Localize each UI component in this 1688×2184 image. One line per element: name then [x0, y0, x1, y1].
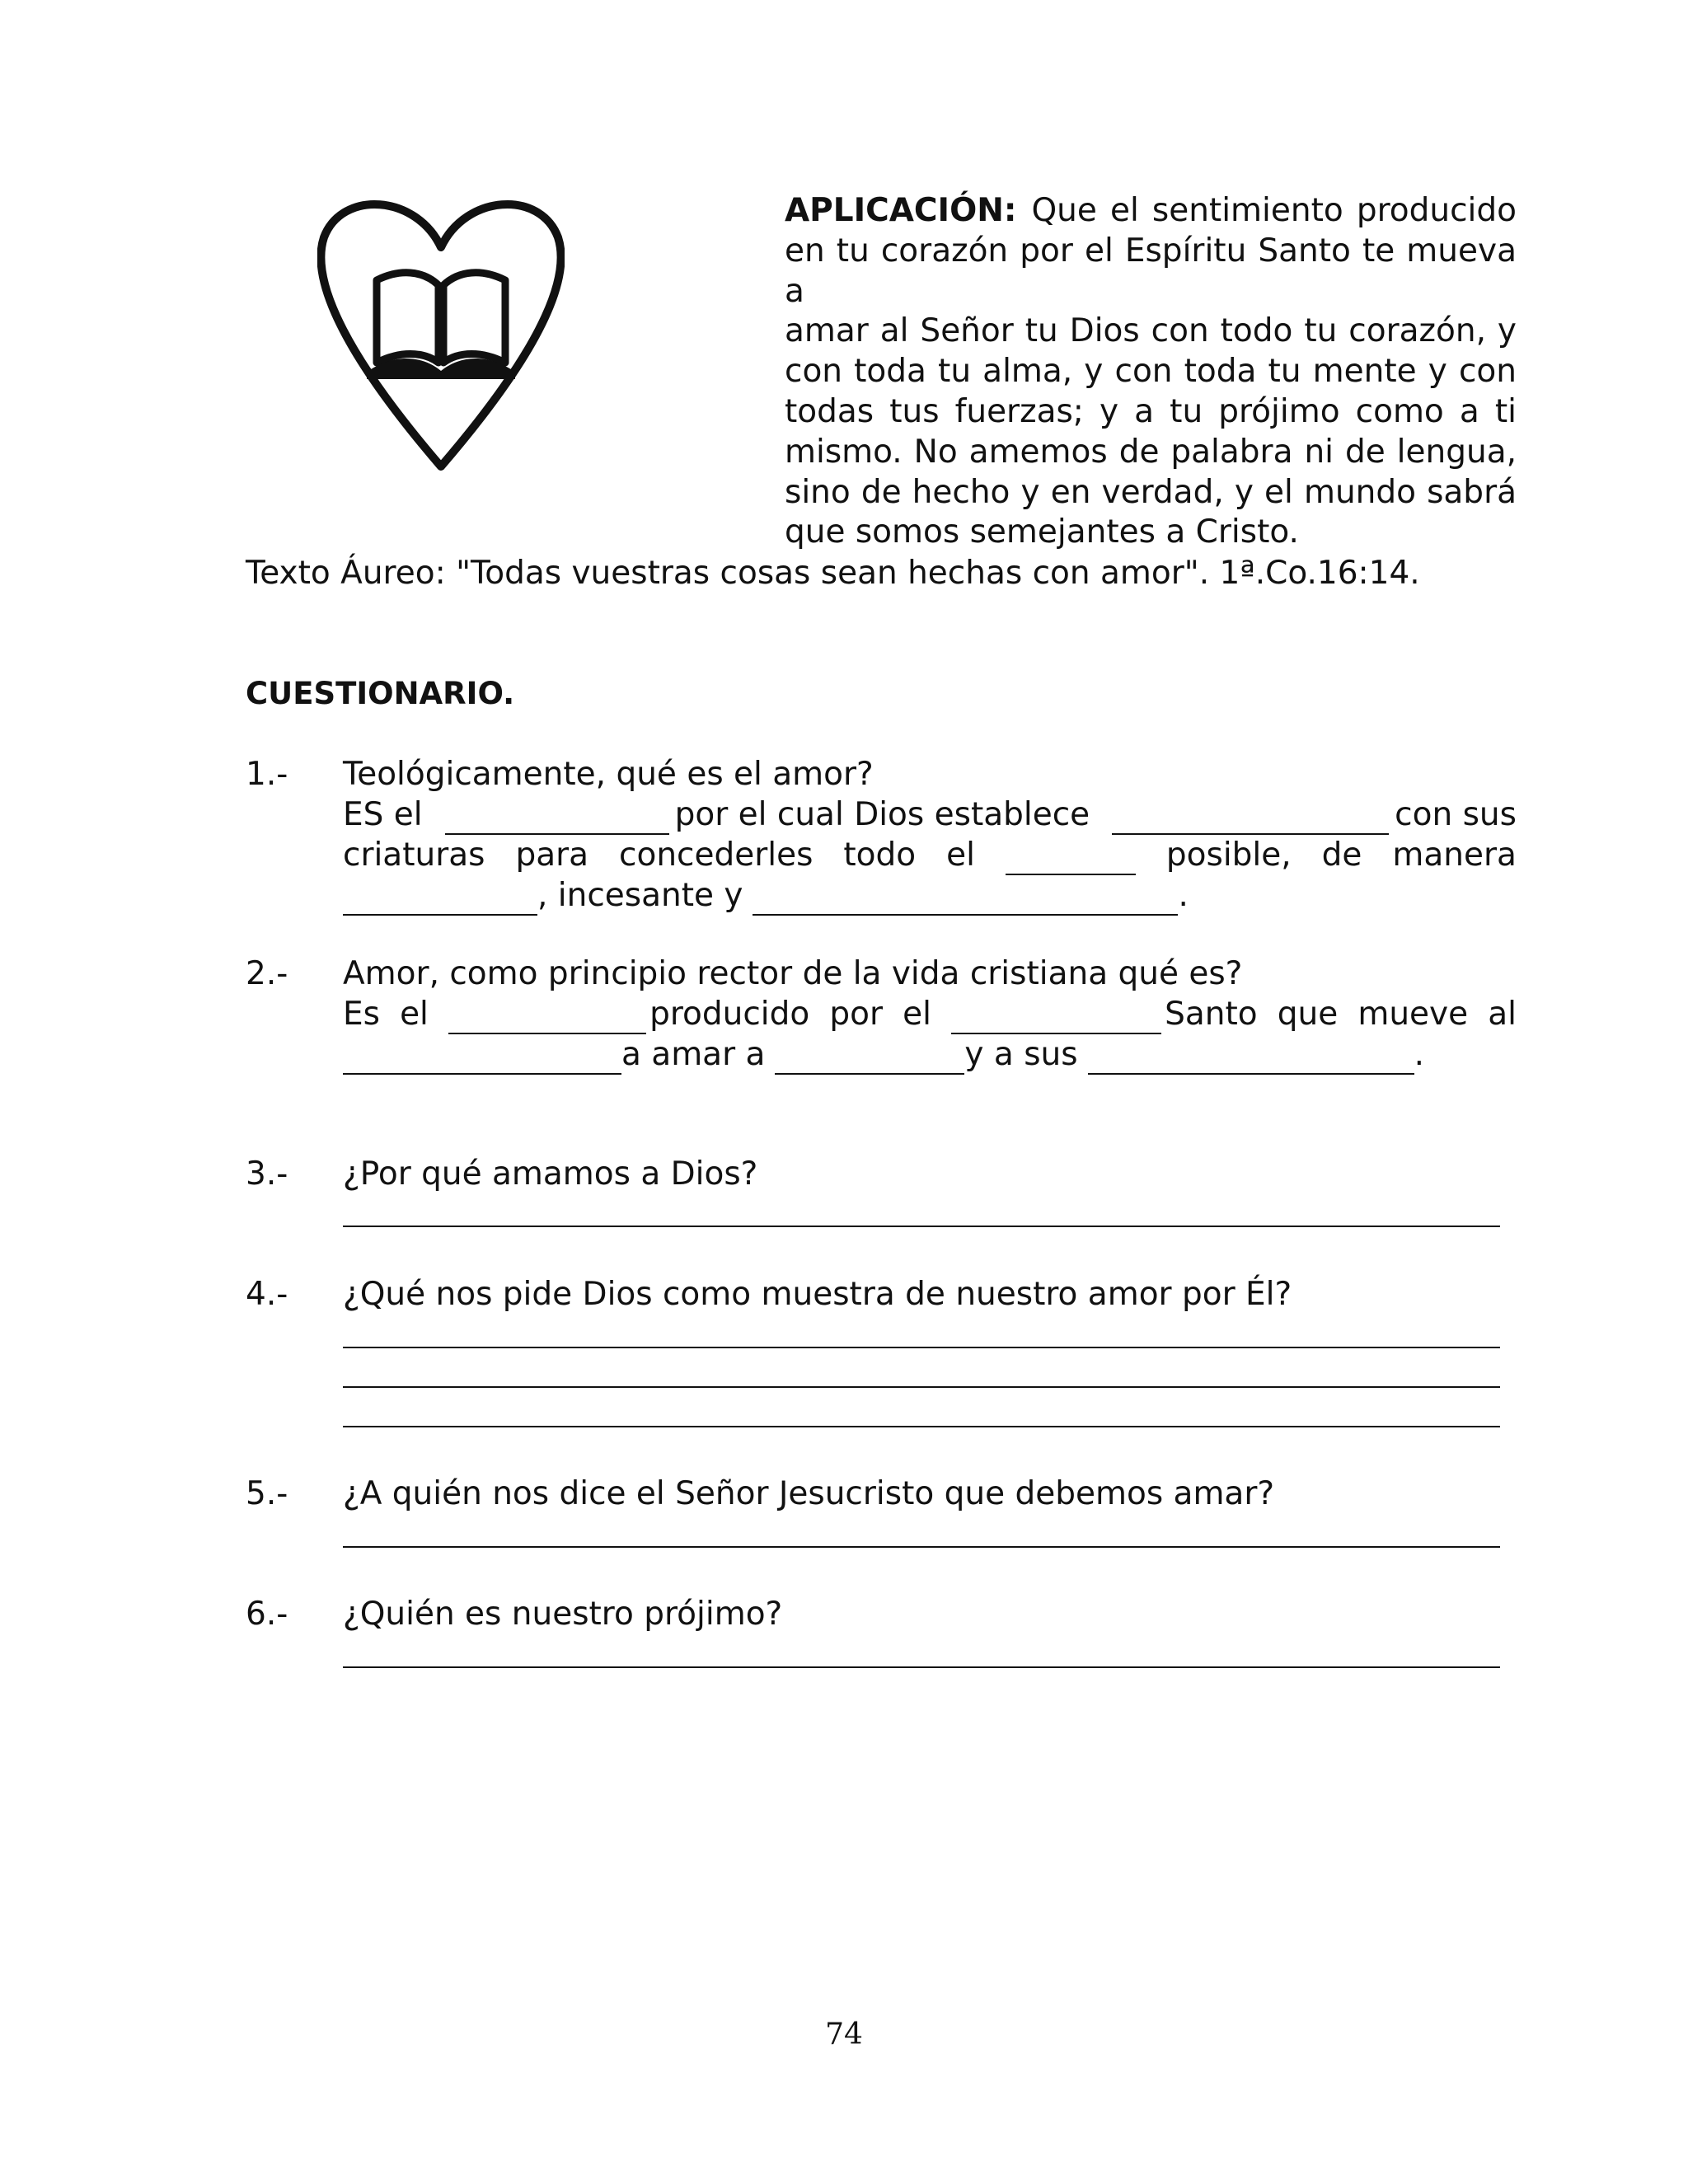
fill-line [343, 835, 1517, 875]
answer-line[interactable] [343, 1426, 1500, 1427]
fill-text: . [1414, 1036, 1424, 1073]
question-6 [246, 1594, 1531, 1676]
answer-blank[interactable] [951, 1005, 1161, 1034]
question-text: ¿A quién nos dice el Señor Jesucristo que debemos amar? [343, 1475, 1275, 1512]
answer-blank[interactable] [775, 1045, 964, 1075]
answer-blank[interactable] [445, 805, 669, 835]
answer-blank[interactable] [1006, 846, 1136, 875]
fill-text: por [829, 996, 884, 1033]
fill-line [343, 1034, 1517, 1075]
question-text: ¿Qué nos pide Dios como muestra de nuestro amor por Él? [343, 1276, 1292, 1313]
fill-text: todo [843, 837, 917, 874]
fill-text: . [1178, 877, 1189, 914]
question-1 [246, 754, 1531, 919]
application-line: amar al Señor tu Dios con todo tu corazón, y [785, 312, 1517, 350]
question-text: ¿Quién es nuestro prójimo? [343, 1596, 783, 1633]
answer-line[interactable] [343, 1226, 1500, 1227]
fill-text: el [903, 996, 931, 1033]
answer-line[interactable] [343, 1666, 1500, 1668]
answer-line[interactable] [343, 1386, 1500, 1388]
question-number: 1.- [246, 756, 288, 793]
question-2 [246, 954, 1531, 1077]
fill-text: , incesante y [537, 877, 743, 914]
page-number: 74 [825, 2018, 863, 2051]
fill-text: y a sus [964, 1036, 1078, 1073]
open-book-icon [367, 273, 515, 379]
question-3 [246, 1154, 1531, 1236]
question-text: Amor, como principio rector de la vida cristiana qué es? [343, 955, 1243, 992]
fill-text: al [1488, 996, 1517, 1033]
fill-line [343, 875, 1517, 916]
fill-text: para [515, 837, 589, 874]
application-line: todas tus fuerzas; y a tu prójimo como a ti [785, 392, 1517, 430]
fill-text: Es [343, 996, 380, 1033]
answer-blank[interactable] [1088, 1045, 1414, 1075]
question-number: 4.- [246, 1276, 288, 1313]
fill-text: mueve [1357, 996, 1469, 1033]
application-label: APLICACIÓN: [785, 192, 1017, 229]
answer-line[interactable] [343, 1546, 1500, 1548]
question-number: 5.- [246, 1475, 288, 1512]
answer-blank[interactable] [343, 1045, 621, 1075]
fill-text: a amar a [621, 1036, 766, 1073]
fill-text: ES el [343, 796, 423, 833]
fill-text: criaturas [343, 837, 485, 874]
application-line: que somos semejantes a Cristo. [785, 513, 1299, 551]
application-paragraph [785, 191, 1517, 553]
question-text: ¿Por qué amamos a Dios? [343, 1155, 758, 1193]
heart-with-bible-icon [317, 188, 565, 476]
fill-text: con sus [1395, 796, 1517, 833]
questionnaire-title: CUESTIONARIO. [246, 676, 515, 711]
application-line: sino de hecho y en verdad, y el mundo sabrá [785, 473, 1517, 511]
answer-blank[interactable] [753, 886, 1178, 916]
application-line: Que el sentimiento producido [1031, 192, 1517, 229]
fill-text: producido [649, 996, 810, 1033]
question-4 [246, 1274, 1531, 1439]
answer-blank[interactable] [1112, 805, 1389, 835]
question-number: 3.- [246, 1155, 288, 1193]
fill-text: de [1321, 837, 1362, 874]
application-line: en tu corazón por el Espíritu Santo te mueva a [785, 232, 1517, 310]
fill-text: Santo [1165, 996, 1258, 1033]
answer-blank[interactable] [448, 1005, 646, 1034]
fill-text: el [400, 996, 429, 1033]
question-5 [246, 1474, 1531, 1556]
question-number: 6.- [246, 1596, 288, 1633]
fill-line [343, 794, 1517, 835]
fill-text: posible, [1165, 837, 1292, 874]
application-line: mismo. No amemos de palabra ni de lengua, [785, 433, 1517, 471]
fill-text: que [1277, 996, 1339, 1033]
golden-text: Texto Áureo: "Todas vuestras cosas sean hechas con amor". 1ª.Co.16:14. [246, 555, 1420, 592]
fill-text: manera [1392, 837, 1517, 874]
answer-blank[interactable] [343, 886, 537, 916]
application-line: con toda tu alma, y con toda tu mente y con [785, 353, 1517, 391]
fill-text: por el cual Dios establece [674, 796, 1090, 833]
fill-line [343, 994, 1517, 1034]
question-text: Teológicamente, qué es el amor? [343, 756, 874, 793]
fill-text: concederles [619, 837, 814, 874]
question-number: 2.- [246, 955, 288, 992]
fill-text: el [946, 837, 975, 874]
answer-line[interactable] [343, 1347, 1500, 1348]
